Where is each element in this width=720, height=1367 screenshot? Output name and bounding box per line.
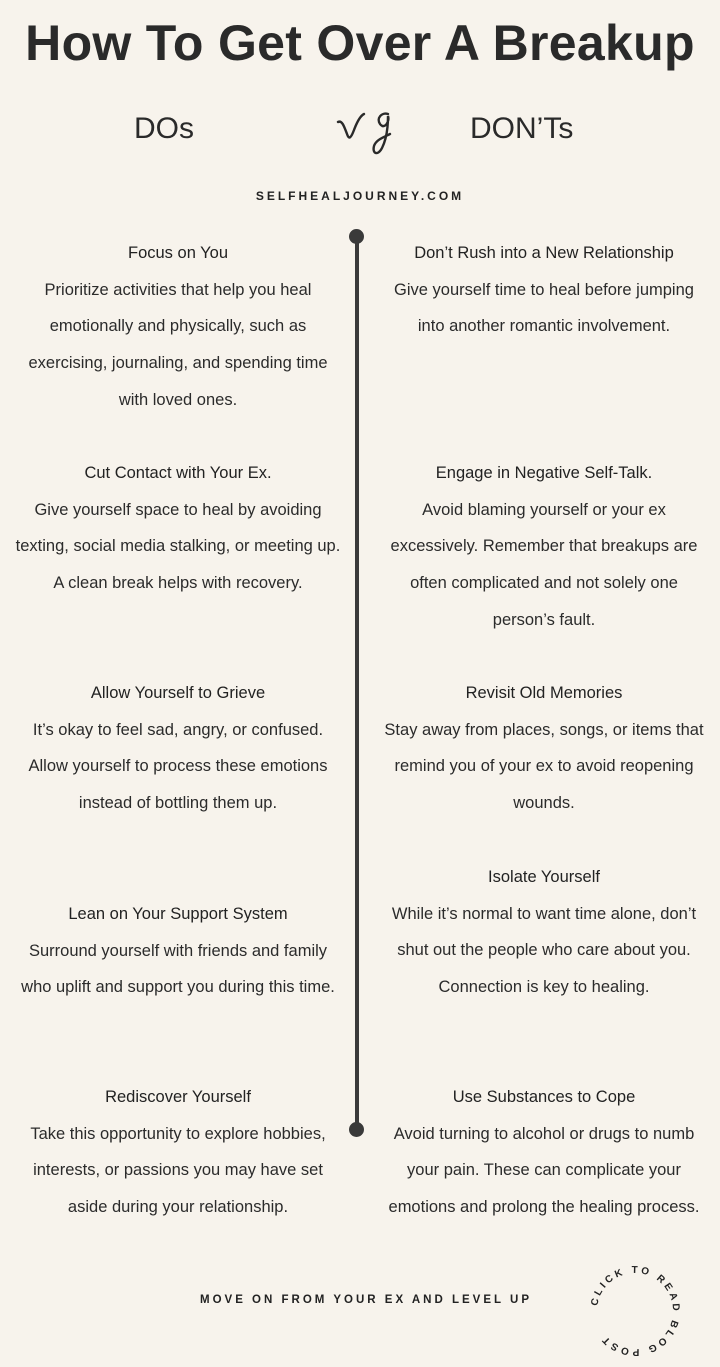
do-title: Focus on You [128,244,228,262]
dont-body: Avoid turning to alcohol or drugs to numb your pain. These can complicate your emotions and prolong the healing process. [388,1124,700,1217]
dont-title: Use Substances to Cope [452,1088,636,1106]
do-body: Prioritize activities that help you heal emotionally and physically, such as exercising, journaling, and spending time with loved ones. [28,280,328,409]
dont-title: Isolate Yourself [488,868,600,886]
dos-heading: DOs [134,112,194,145]
do-body: Take this opportunity to explore hobbies, interests, or passions you may have set aside during your relationship. [30,1124,326,1217]
page-title: How To Get Over A Breakup [25,15,695,71]
do-item [8,896,348,1006]
dont-body: Avoid blaming yourself or your ex excessively. Remember that breakups are often complicated and not solely one person’s fault. [390,500,698,629]
dont-body: While it’s normal to want time alone, don’t shut out the people who care about you. Connection is key to healing. [391,904,697,997]
do-body: It’s okay to feel sad, angry, or confused. Allow yourself to process these emotions instead of bottling them up. [28,720,328,813]
dont-item [374,675,714,822]
do-item [8,675,348,822]
dont-item [374,1079,714,1226]
svg-text:CLICK TO READ BLOG POST [589,1265,681,1357]
badge-text[interactable]: CLICK TO READ BLOG POST [589,1264,682,1358]
timeline-divider [355,237,359,1130]
do-item [8,1079,348,1226]
dont-title: Revisit Old Memories [465,684,623,702]
timeline-dot-top [349,229,364,244]
dont-title: Don’t Rush into a New Relationship [414,244,674,262]
dont-item [374,455,714,639]
dont-item [374,859,714,1006]
do-title: Cut Contact with Your Ex. [84,464,272,482]
do-body: Give yourself space to heal by avoiding texting, social media stalking, or meeting up. A clean break helps with recovery. [15,500,341,593]
dont-title: Engage in Negative Self-Talk. [435,464,653,482]
do-item [8,455,348,602]
vs-script-mark [330,100,410,160]
do-title: Lean on Your Support System [68,905,288,923]
do-title: Rediscover Yourself [105,1088,251,1106]
do-title: Allow Yourself to Grieve [90,684,266,702]
donts-heading: DON’Ts [470,112,574,145]
dont-body: Give yourself time to heal before jumping into another romantic involvement. [394,280,694,336]
site-url: SELFHEALJOURNEY.COM [255,189,465,203]
dont-item [374,235,714,345]
dont-body: Stay away from places, songs, or items that remind you of your ex to avoid reopening wounds. [384,720,704,813]
do-body: Surround yourself with friends and family who uplift and support you during this time. [21,941,335,997]
read-blog-badge[interactable] [580,1256,690,1366]
timeline-dot-bottom [349,1122,364,1137]
footer-tagline: MOVE ON FROM YOUR EX AND LEVEL UP [200,1294,533,1306]
do-item [8,235,348,419]
